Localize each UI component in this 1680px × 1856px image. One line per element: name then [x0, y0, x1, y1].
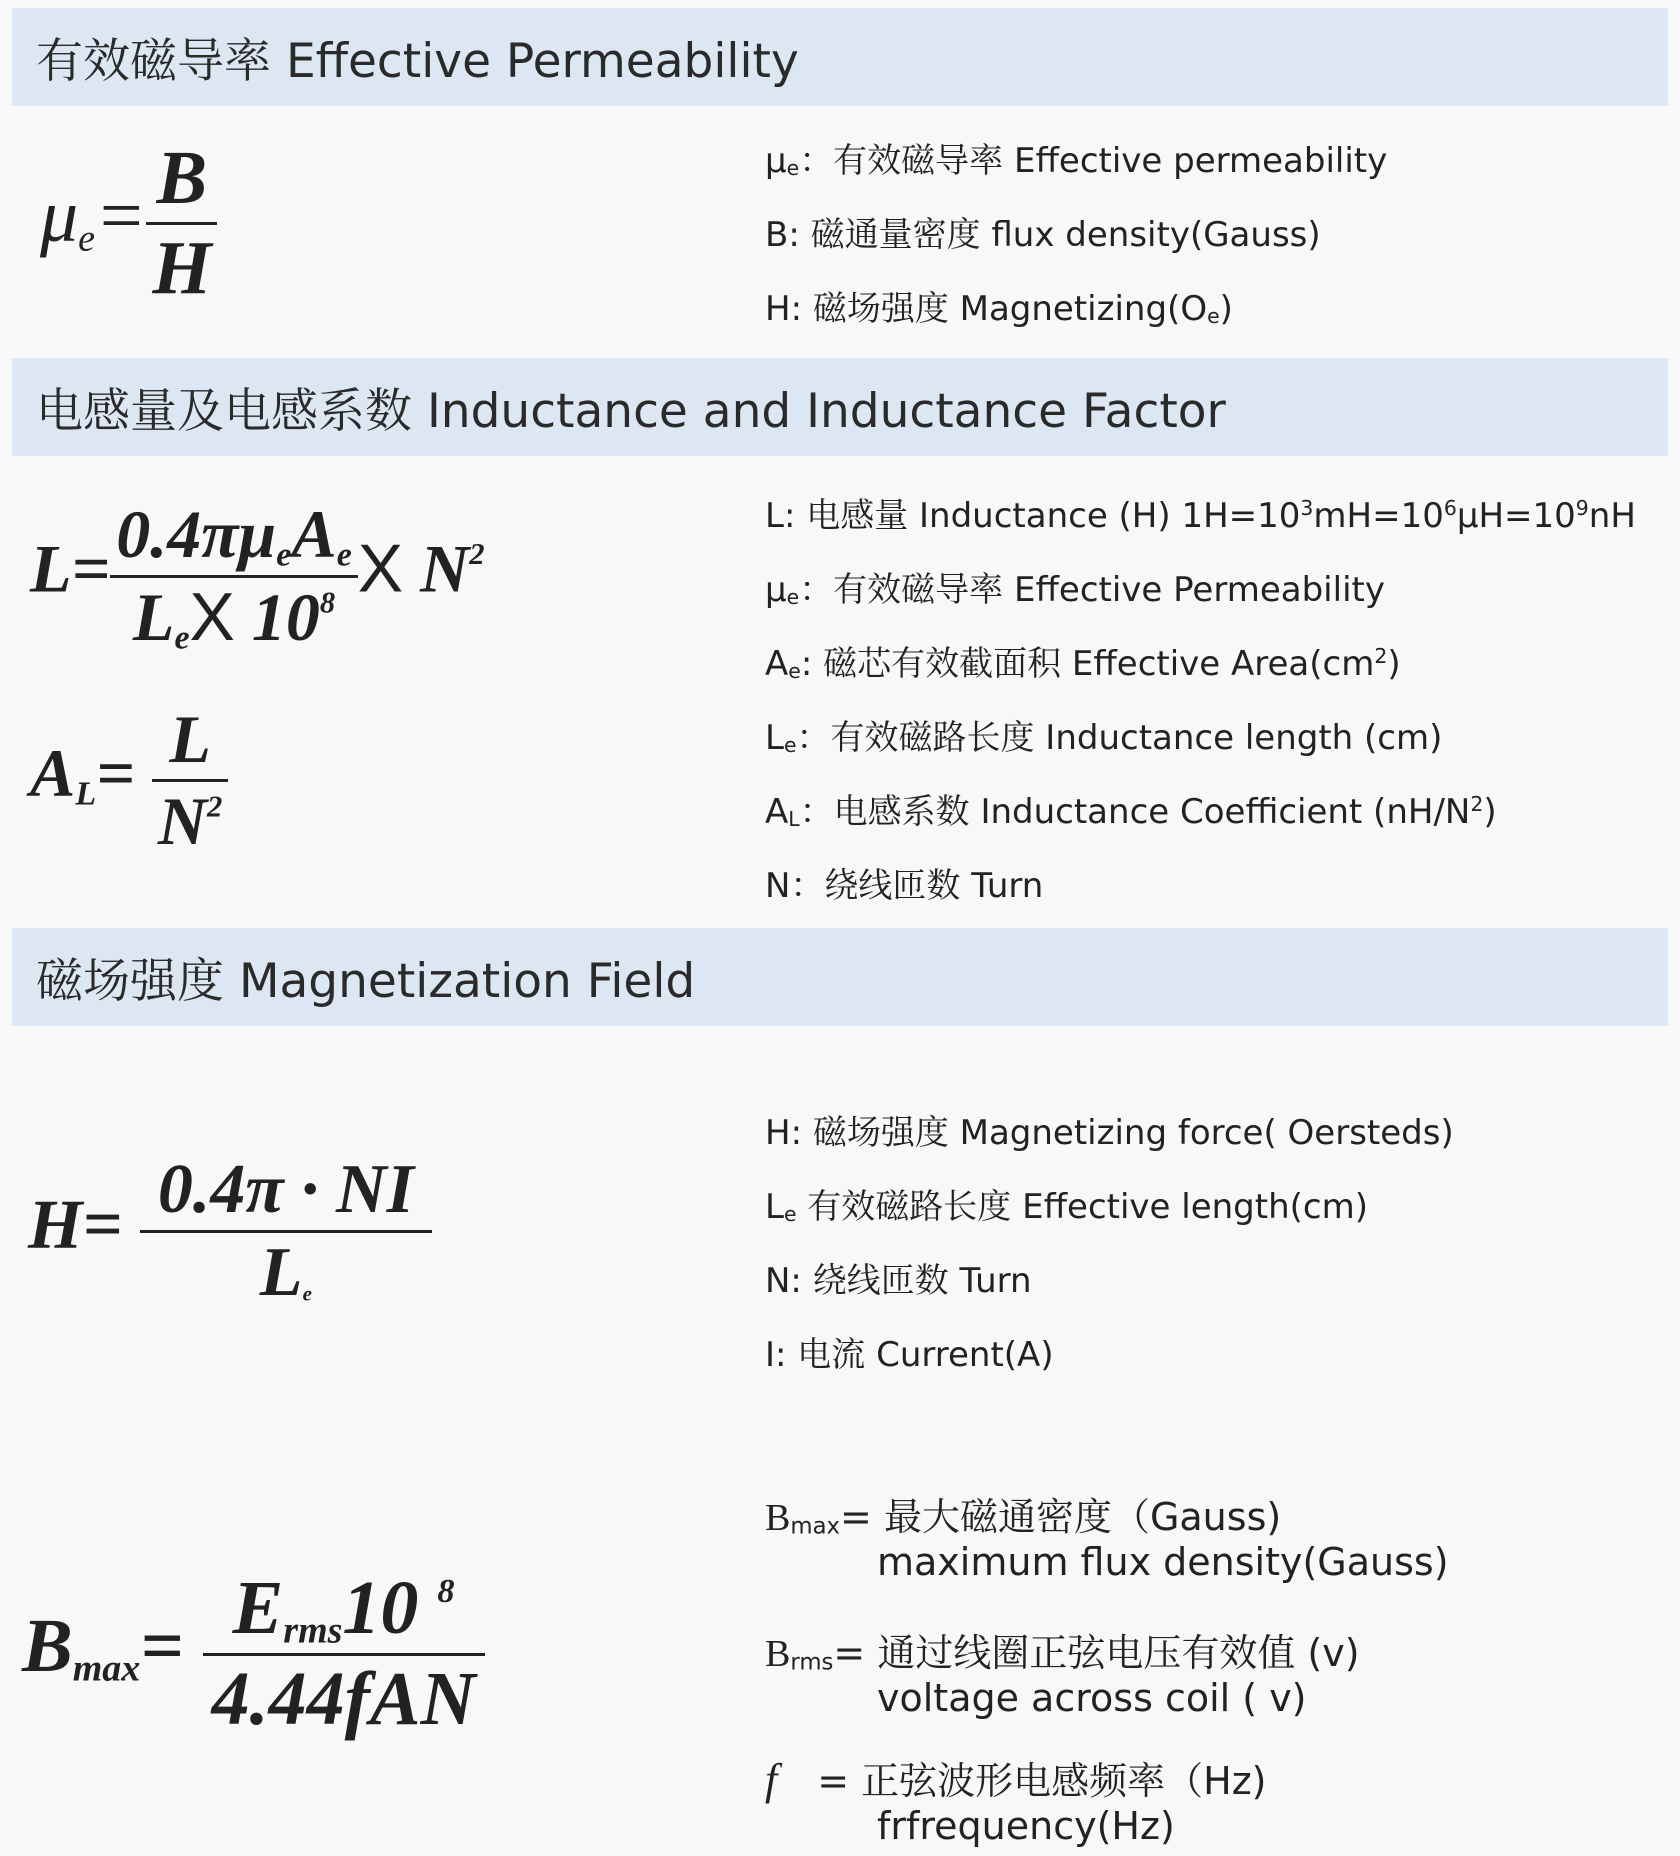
- definition-item: [765, 133, 1387, 182]
- definition-item: [765, 710, 1442, 759]
- definition-item-english: [877, 1804, 1175, 1848]
- def-symbol-sub: e: [783, 1202, 797, 1227]
- def-symbol-sub: e: [786, 156, 800, 181]
- definition-item: [765, 562, 1385, 611]
- def-sup: 2: [1470, 791, 1484, 816]
- denominator-sub: e: [302, 1281, 312, 1306]
- formula-lhs-sub: max: [72, 1647, 141, 1690]
- numerator-sub: rms: [283, 1609, 343, 1652]
- def-text: = 最大磁通密度（Gauss): [840, 1495, 1282, 1539]
- def-text: = 正弦波形电感频率（Hz): [817, 1759, 1267, 1803]
- section-title: 磁场强度 Magnetization Field: [36, 953, 696, 1009]
- denominator-sup: 2: [207, 789, 223, 824]
- def-symbol-sub: e: [786, 585, 800, 610]
- def-text: : 磁芯有效截面积 Effective Area(cm: [800, 644, 1375, 684]
- formula-lhs: A: [30, 735, 76, 812]
- definition-item: [765, 1327, 1054, 1376]
- definition-item: [765, 488, 1636, 537]
- formula-equals: =: [140, 1604, 184, 1689]
- definition-item-english: [877, 1540, 1449, 1584]
- formula-fraction: [110, 495, 358, 657]
- def-sup: 3: [1300, 495, 1314, 520]
- def-text: maximum flux density(Gauss): [877, 1540, 1449, 1584]
- formula-bmax: [22, 1565, 485, 1743]
- formula-lhs: H: [28, 1186, 83, 1264]
- definition-item: [765, 281, 1233, 330]
- def-text: ：有效磁导率 Effective Permeability: [799, 570, 1385, 610]
- formula-denominator: 4.44fAN: [211, 1656, 476, 1741]
- denominator-part: N: [157, 783, 207, 859]
- def-text: ：电感系数 Inductance Coefficient (nH/N: [799, 792, 1471, 832]
- def-symbol: L: [765, 718, 784, 758]
- def-symbol: B: [765, 1633, 791, 1675]
- def-text: L: 电感量 Inductance (H) 1H=10: [765, 496, 1301, 536]
- formula-equals: =: [71, 530, 111, 607]
- def-text: ：有效磁路长度 Inductance length (cm): [796, 718, 1443, 758]
- def-symbol-sub: max: [790, 1513, 841, 1540]
- formula-inductance-factor: [30, 700, 228, 861]
- definition-item: [765, 636, 1401, 685]
- def-text: ): [1483, 792, 1497, 832]
- definition-item: [765, 1750, 1267, 1805]
- formula-numerator: 0.4π · NI: [157, 1151, 414, 1228]
- formula-fraction: [152, 700, 228, 861]
- def-symbol: A: [765, 644, 789, 684]
- definition-item: [765, 1253, 1032, 1302]
- def-symbol: f: [765, 1755, 778, 1804]
- def-text: mH=10: [1313, 496, 1444, 536]
- definition-item: [765, 207, 1321, 256]
- def-text: I: 电流 Current(A): [765, 1335, 1054, 1375]
- formula-equals: =: [96, 735, 135, 812]
- denominator-part: L: [132, 578, 175, 655]
- def-symbol: A: [765, 792, 789, 832]
- denominator-part: 10: [251, 578, 320, 655]
- def-text: ): [1219, 289, 1233, 329]
- def-text: nH: [1588, 496, 1636, 536]
- formula-numerator: [203, 1565, 485, 1653]
- def-symbol: L: [765, 1187, 784, 1227]
- definition-item: [765, 858, 1043, 907]
- def-text: voltage across coil ( v): [877, 1676, 1307, 1720]
- def-text: H: 磁场强度 Magnetizing(O: [765, 289, 1208, 329]
- denominator-part: L: [259, 1234, 303, 1311]
- def-text: N: 绕线匝数 Turn: [765, 1261, 1032, 1301]
- def-symbol: B: [765, 1497, 791, 1539]
- formula-numerator: [110, 495, 358, 575]
- def-sup: 2: [1374, 643, 1388, 668]
- numerator-part: 0.4πμ: [116, 496, 277, 572]
- def-symbol: μ: [765, 570, 787, 610]
- formula-lhs: μ: [40, 173, 79, 258]
- formula-lhs-sub: L: [75, 775, 97, 813]
- def-symbol-sub: e: [783, 733, 797, 758]
- formula-inductance: [30, 495, 485, 657]
- def-sub: e: [1207, 304, 1220, 329]
- def-symbol-sub: e: [788, 659, 801, 684]
- def-sup: 9: [1575, 495, 1589, 520]
- definition-item: [765, 784, 1497, 833]
- def-symbol-sub: rms: [790, 1649, 834, 1676]
- formula-permeability: [40, 135, 217, 312]
- section-header-inductance: [12, 358, 1668, 456]
- numerator-sup: 8: [437, 1573, 455, 1611]
- formula-equals: =: [95, 173, 147, 258]
- def-text: frfrequency(Hz): [877, 1804, 1175, 1848]
- def-text: 有效磁路长度 Effective length(cm): [796, 1187, 1368, 1227]
- formula-denominator: H: [152, 226, 212, 310]
- def-text: ): [1387, 644, 1401, 684]
- formula-denominator: [152, 782, 228, 861]
- def-text: B: 磁通量密度 flux density(Gauss): [765, 215, 1321, 255]
- formula-fraction: [146, 135, 217, 312]
- formula-numerator: B: [156, 136, 208, 220]
- numerator-sub: e: [276, 536, 292, 574]
- def-sup: 6: [1443, 495, 1457, 520]
- def-text: = 通过线圈正弦电压有效值 (v): [833, 1631, 1360, 1675]
- definition-item-english: [877, 1676, 1307, 1720]
- section-title: 电感量及电感系数 Inductance and Inductance Factor: [36, 383, 1226, 439]
- definition-item: [765, 1486, 1281, 1541]
- numerator-part: E: [232, 1566, 284, 1650]
- times-sign: X: [189, 578, 235, 655]
- definition-item: [765, 1622, 1360, 1677]
- def-text: μH=10: [1456, 496, 1576, 536]
- formula-rhs-sup: 2: [469, 537, 485, 572]
- section-header-magnetization-field: [12, 928, 1668, 1026]
- formula-rhs: N: [420, 530, 470, 607]
- denominator-sup: 8: [319, 584, 336, 619]
- times-sign: X: [357, 530, 404, 607]
- formula-lhs-sub: e: [78, 217, 96, 260]
- formula-equals: =: [82, 1186, 123, 1264]
- denominator-sub: e: [174, 619, 190, 656]
- definition-item: [765, 1179, 1368, 1228]
- numerator-sub: e: [336, 536, 352, 574]
- definition-item: [765, 1105, 1454, 1154]
- formula-denominator: [254, 1233, 318, 1313]
- def-text: N：绕线匝数 Turn: [765, 866, 1044, 906]
- formula-fraction: [140, 1150, 432, 1313]
- formula-lhs: L: [30, 530, 72, 607]
- section-header-effective-permeability: [12, 8, 1668, 106]
- def-text: H: 磁场强度 Magnetizing force( Oersteds): [765, 1113, 1454, 1153]
- numerator-part: A: [291, 496, 337, 572]
- def-text: ：有效磁导率 Effective permeability: [799, 141, 1388, 181]
- formula-lhs: B: [22, 1604, 73, 1689]
- section-title: 有效磁导率 Effective Permeability: [36, 33, 799, 89]
- formula-numerator: L: [169, 701, 211, 777]
- formula-denominator: [127, 578, 341, 658]
- numerator-part: 10: [342, 1566, 419, 1650]
- def-symbol: μ: [765, 141, 787, 181]
- formula-magnetization: [28, 1150, 432, 1313]
- def-symbol-sub: L: [788, 807, 800, 832]
- formula-fraction: [203, 1565, 485, 1743]
